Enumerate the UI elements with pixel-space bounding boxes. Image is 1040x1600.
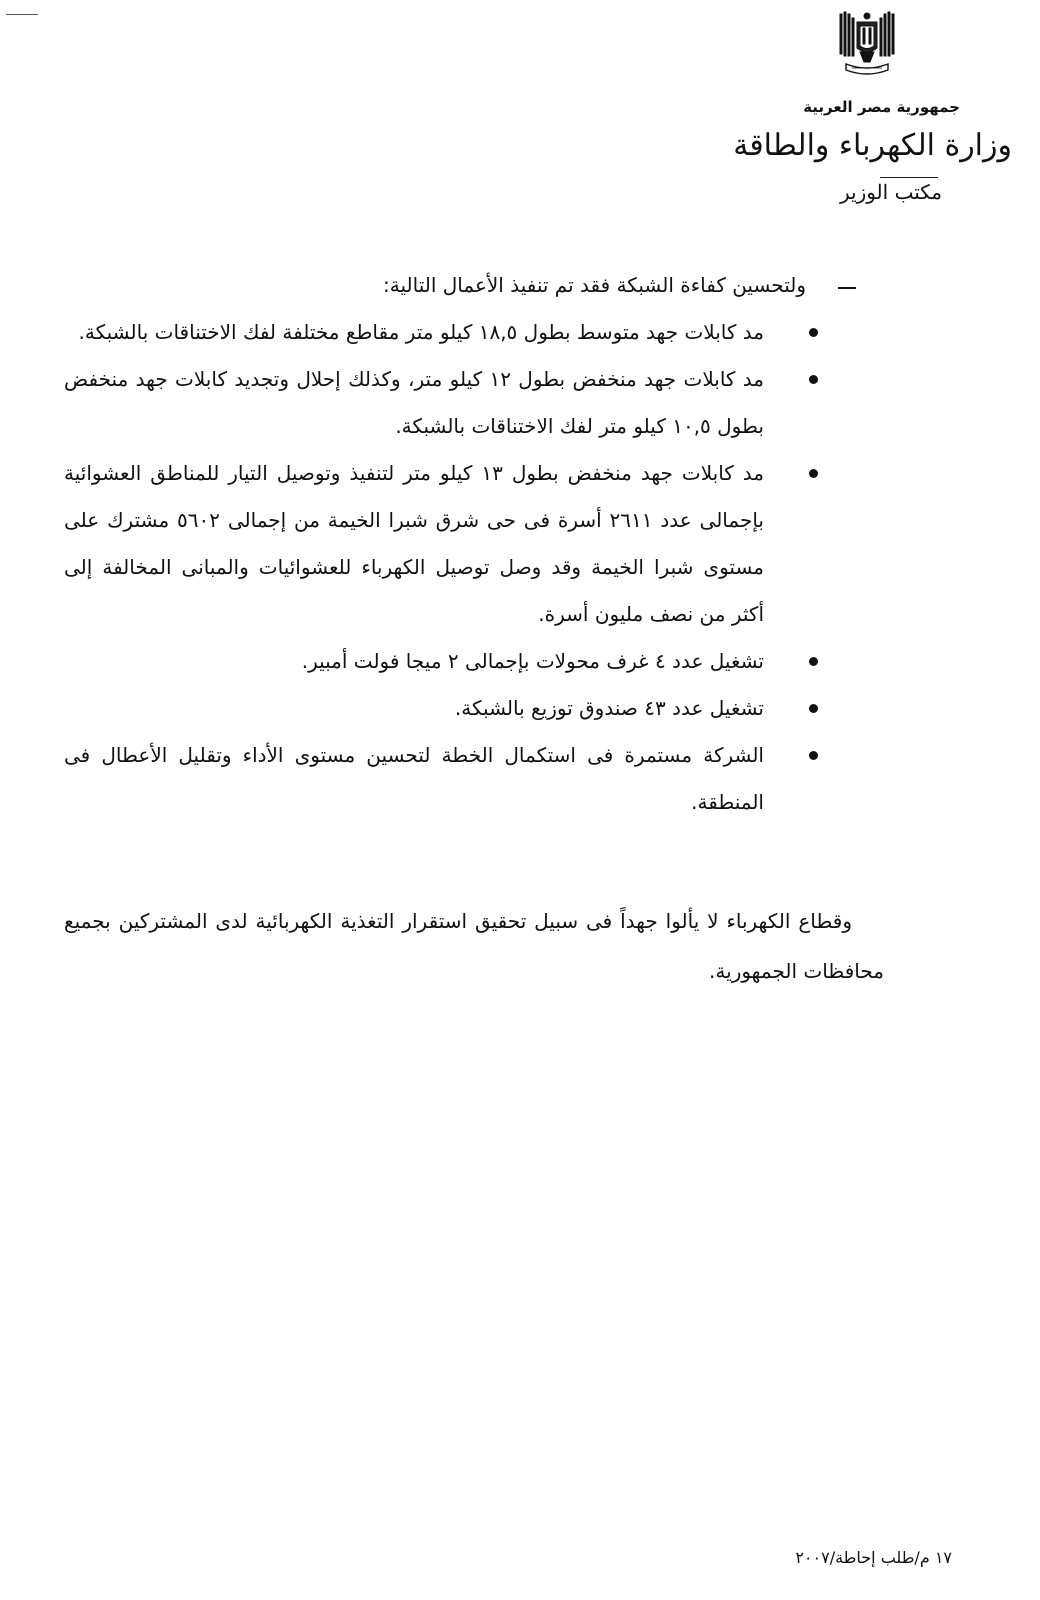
letterhead-office: مكتب الوزير xyxy=(839,180,942,204)
footer-reference: ١٧ م/طلب إحاطة/٢٠٠٧ xyxy=(795,1548,952,1567)
closing-paragraph xyxy=(64,896,884,996)
letterhead-divider xyxy=(880,177,938,178)
scan-mark xyxy=(6,14,38,15)
list-item: الشركة مستمرة فى استكمال الخطة لتحسين مستوى الأداء وتقليل الأعطال فى المنطقة. xyxy=(64,732,876,826)
list-item: تشغيل عدد ٤ غرف محولات بإجمالى ٢ ميجا فولت أمبير. xyxy=(64,638,876,685)
list-item: مد كابلات جهد منخفض بطول ١٢ كيلو متر، وكذلك إحلال وتجديد كابلات جهد منخفض بطول ١٠,٥ كيلو متر لفك الاختناقات بالشبكة. xyxy=(64,356,876,450)
letter-body xyxy=(64,262,876,826)
closing-text: وقطاع الكهرباء لا يألوا جهداً فى سبيل تحقيق استقرار التغذية الكهربائية لدى المشتركين بجميع محافظات الجمهورية. xyxy=(64,909,884,983)
works-list xyxy=(64,309,876,826)
list-item: مد كابلات جهد منخفض بطول ١٣ كيلو متر لتنفيذ وتوصيل التيار للمناطق العشوائية بإجمالى عدد ٢٦١١ أسرة فى حى شرق شبرا الخيمة من إجمالى ٥٦٠٢ مشترك على مستوى شبرا الخيمة وقد وصل توصيل الكهرباء للعشوائيات والمبانى المخالفة إلى أكثر من نصف مليون أسرة. xyxy=(64,450,876,638)
letterhead-ministry: وزارة الكهرباء والطاقة xyxy=(733,128,1012,163)
letterhead-country: جمهورية مصر العربية xyxy=(803,98,960,116)
list-item: تشغيل عدد ٤٣ صندوق توزيع بالشبكة. xyxy=(64,685,876,732)
list-item: مد كابلات جهد متوسط بطول ١٨,٥ كيلو متر مقاطع مختلفة لفك الاختناقات بالشبكة. xyxy=(64,309,876,356)
intro-paragraph: ولتحسين كفاءة الشبكة فقد تم تنفيذ الأعمال التالية: xyxy=(64,262,876,309)
eagle-emblem-icon xyxy=(836,8,898,76)
